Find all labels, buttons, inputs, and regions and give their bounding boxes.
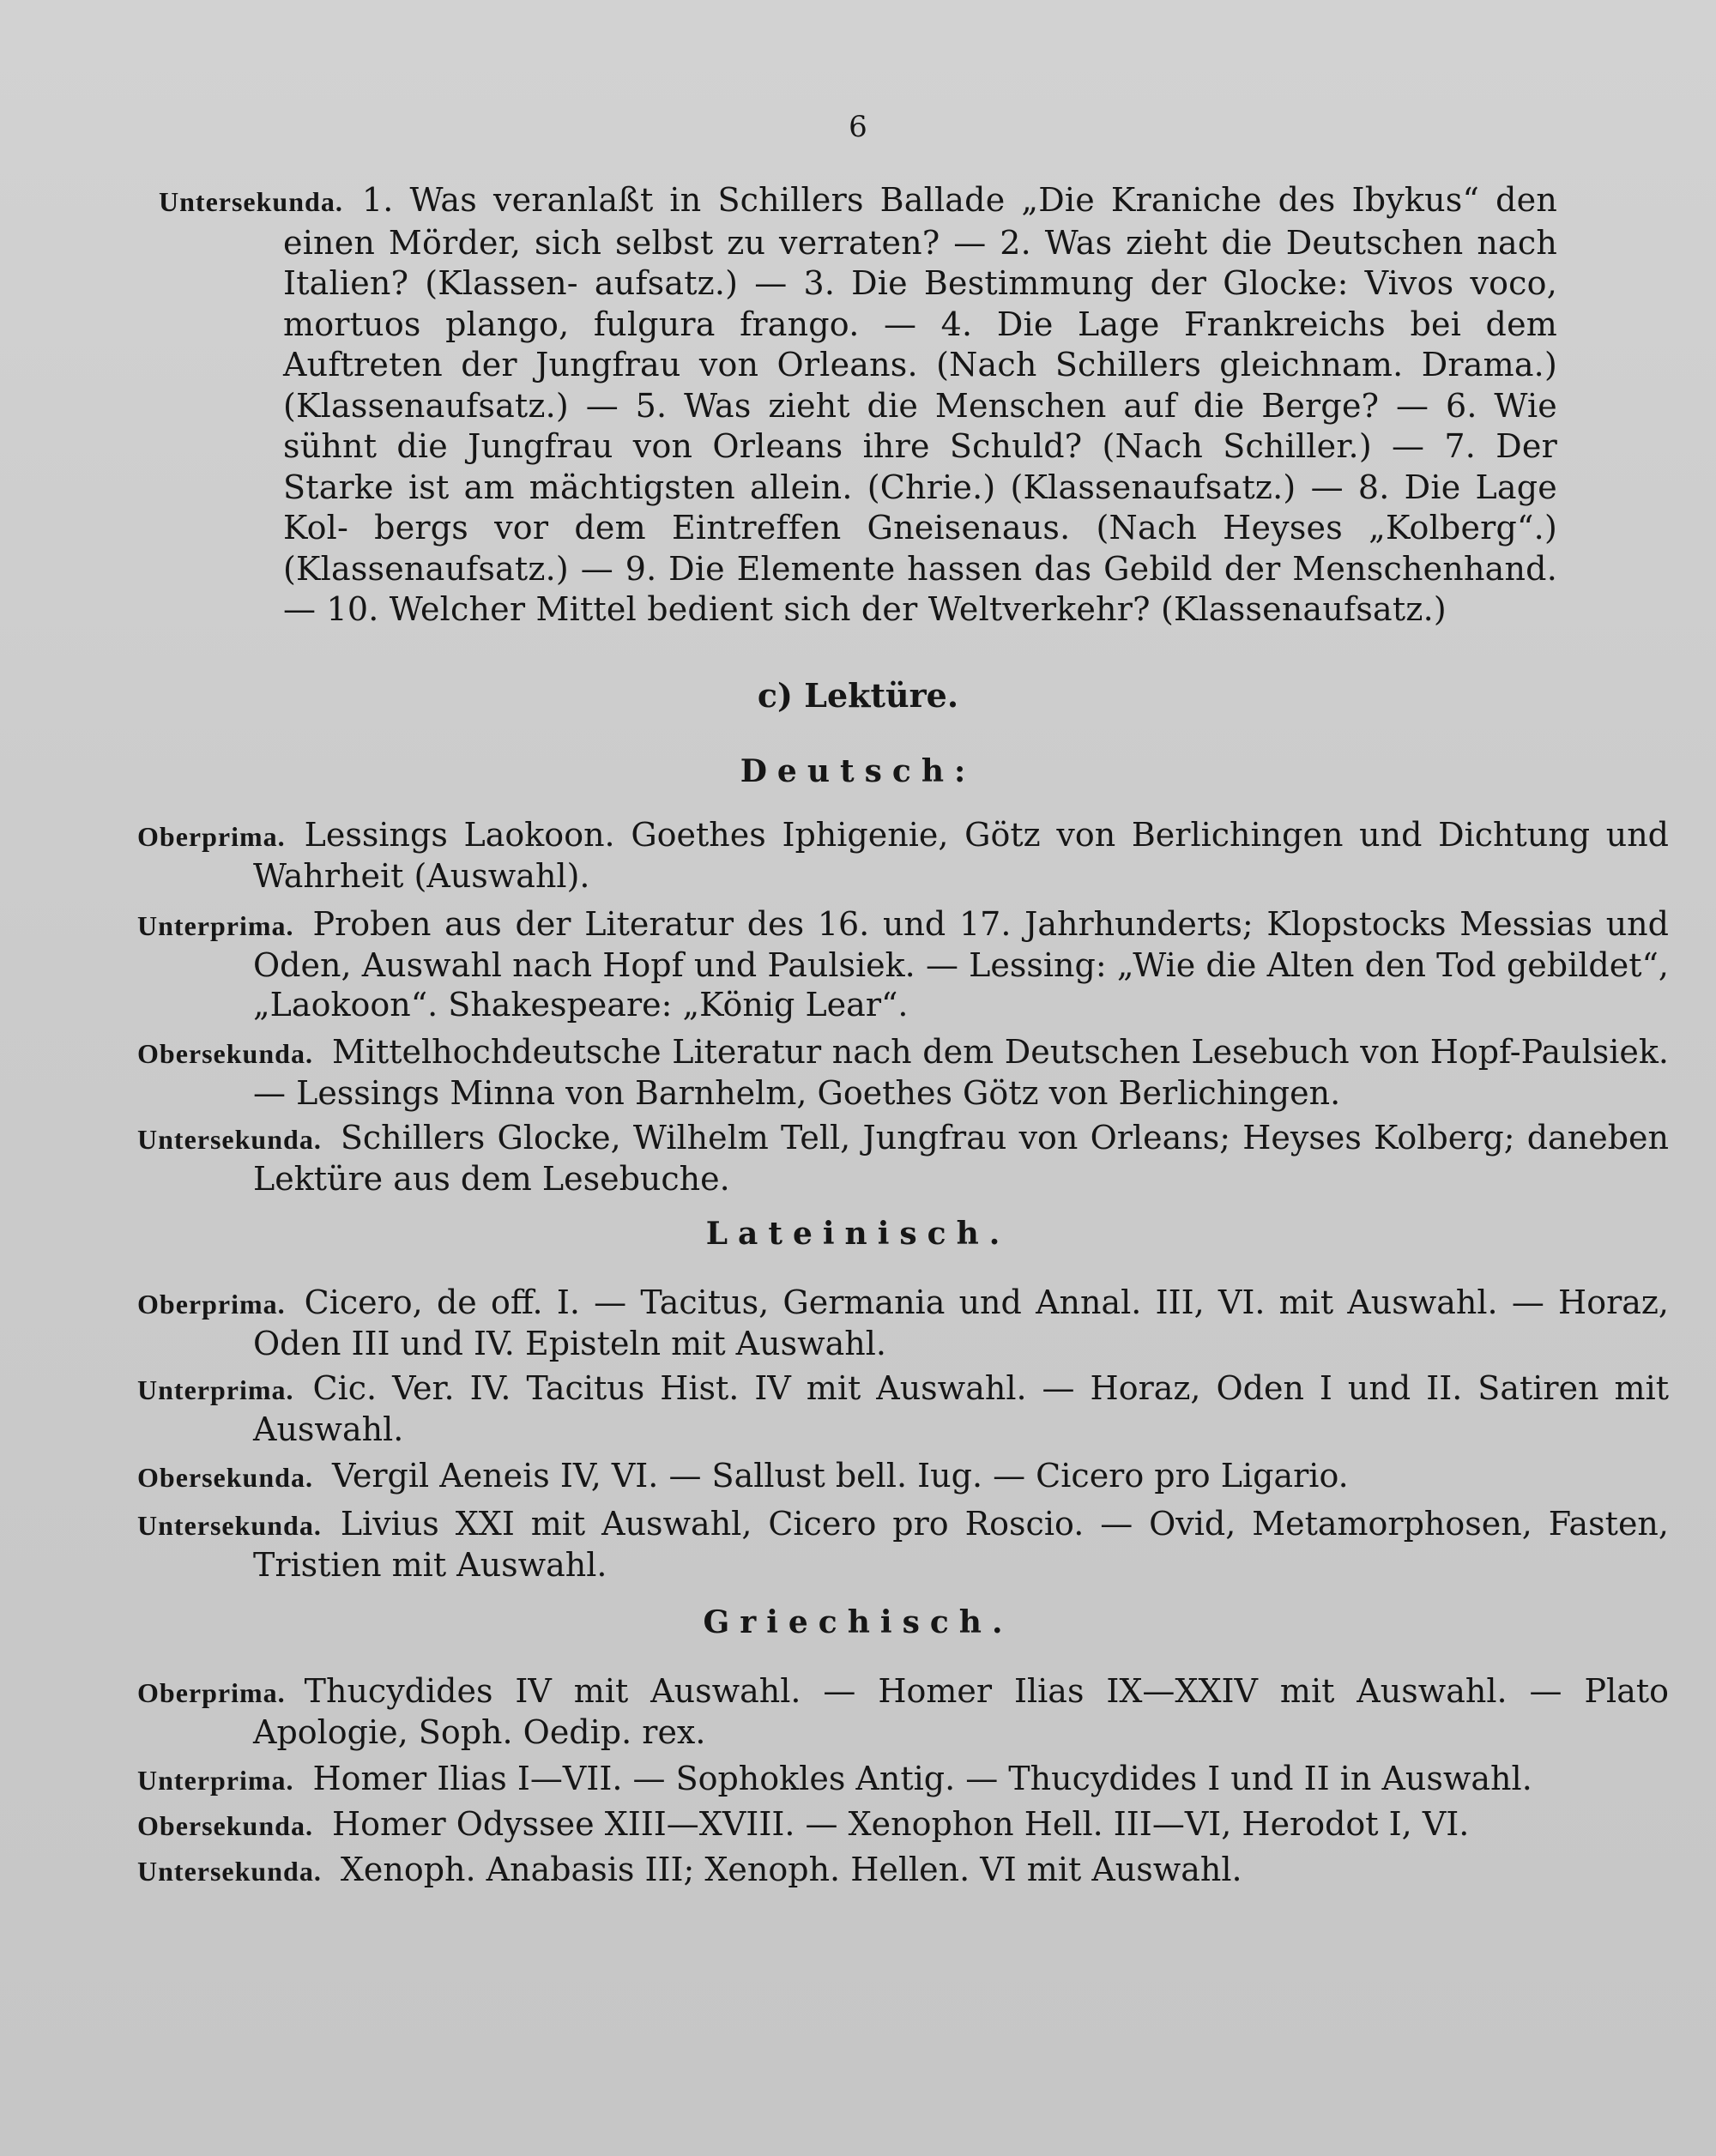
griechisch-entry-3: [137, 1804, 1669, 1845]
intro-label: Untersekunda.: [159, 186, 343, 217]
intro-text: 1. Was veranlaßt in Schillers Ballade „Die Kraniche des Ibykus“ den einen Mörder, sich selbst zu verraten? — 2. Was zieht die Deutschen nach Italien? (Klassen- aufsatz.) — 3. Die Bestimmung der Glocke: Vivos voco, mortuos plango, fulgura frango. — 4. Die Lage Frankreichs bei dem Auftreten der Jungfrau von Orleans. (Nach Schillers gleichnam. Drama.) (Klassenaufsatz.) — 5. Was zieht die Menschen auf die Berge? — 6. Wie sühnt die Jungfrau von Orleans ihre Schuld? (Nach Schiller.) — 7. Der Starke ist am mächtigsten allein. (Chrie.) (Klassenaufsatz.) — 8. Die Lage Kol- bergs vor dem Eintreffen Gneisenaus. (Nach Heyses „Kolberg“.) (Klassenaufsatz.) — 9. Die Elemente hassen das Gebild der Menschenhand. — 10. Welcher Mittel bedient sich der Weltverkehr? (Klassenaufsatz.): [283, 181, 1557, 628]
deutsch-entry-2-text: Proben aus der Literatur des 16. und 17. Jahrhunderts; Klopstocks Messias und Oden, Auswahl nach Hopf und Paulsiek. — Lessing: „Wie die Alten den Tod gebildet“, „Laokoon“. Shakespeare: „König Lear“.: [253, 905, 1669, 1024]
griechisch-entry-2-text: Homer Ilias I—VII. — Sophokles Antig. — Thucydides I und II in Auswahl.: [312, 1760, 1532, 1797]
subheading-griechisch: Griechisch.: [703, 1604, 1013, 1640]
deutsch-entry-2-label: Unterprima.: [137, 910, 294, 941]
latein-entry-2-text: Cic. Ver. IV. Tacitus Hist. IV mit Auswahl. — Horaz, Oden I und II. Satiren mit Auswahl.: [253, 1369, 1669, 1448]
section-heading: c) Lektüre.: [757, 676, 959, 715]
deutsch-entry-4: [137, 1118, 1669, 1199]
latein-entry-4: [137, 1504, 1669, 1585]
deutsch-entry-1-text: Lessings Laokoon. Goethes Iphigenie, Götz von Berlichingen und Dichtung und Wahrheit (Auswahl).: [253, 816, 1669, 895]
griechisch-entry-4-text: Xenoph. Anabasis III; Xenoph. Hellen. VI mit Auswahl.: [340, 1851, 1242, 1888]
deutsch-entry-3: [137, 1032, 1669, 1113]
latein-entry-1-label: Oberprima.: [137, 1289, 286, 1320]
latein-entry-4-text: Livius XXI mit Auswahl, Cicero pro Roscio. — Ovid, Metamorphosen, Fasten, Tristien mit Auswahl.: [253, 1505, 1669, 1584]
latein-entry-1: [137, 1283, 1669, 1363]
subheading-lateinisch: Lateinisch.: [705, 1216, 1011, 1252]
deutsch-entry-3-label: Obersekunda.: [137, 1038, 313, 1069]
latein-entry-3-text: Vergil Aeneis IV, VI. — Sallust bell. Iug. — Cicero pro Ligario.: [331, 1457, 1349, 1495]
griechisch-entry-1: [137, 1671, 1669, 1752]
griechisch-entry-3-text: Homer Odyssee XIII—XVIII. — Xenophon Hell. III—VI, Herodot I, VI.: [331, 1805, 1470, 1843]
griechisch-entry-2-label: Unterprima.: [137, 1765, 294, 1796]
deutsch-entry-2: [137, 904, 1669, 1024]
deutsch-entry-1-label: Oberprima.: [137, 821, 286, 852]
griechisch-entry-1-label: Oberprima.: [137, 1677, 286, 1708]
griechisch-entry-3-label: Obersekunda.: [137, 1810, 313, 1841]
latein-entry-3-label: Obersekunda.: [137, 1462, 313, 1493]
deutsch-entry-1: [137, 815, 1669, 896]
latein-entry-3: [137, 1456, 1669, 1497]
latein-entry-4-label: Untersekunda.: [137, 1510, 322, 1541]
griechisch-entry-1-text: Thucydides IV mit Auswahl. — Homer Ilias IX—XXIV mit Auswahl. — Plato Apologie, Soph. Oedip. rex.: [253, 1672, 1669, 1751]
deutsch-entry-3-text: Mittelhochdeutsche Literatur nach dem Deutschen Lesebuch von Hopf-Paulsiek. — Lessings Minna von Barnhelm, Goethes Götz von Berlichingen.: [253, 1033, 1669, 1112]
griechisch-entry-2: [137, 1759, 1669, 1800]
subheading-deutsch: Deutsch:: [740, 753, 976, 789]
latein-entry-2: [137, 1368, 1669, 1449]
latein-entry-2-label: Unterprima.: [137, 1374, 294, 1405]
deutsch-entry-4-text: Schillers Glocke, Wilhelm Tell, Jungfrau von Orleans; Heyses Kolberg; daneben Lektüre aus dem Lesebuche.: [253, 1119, 1669, 1198]
page-number: 6: [849, 110, 867, 144]
latein-entry-1-text: Cicero, de off. I. — Tacitus, Germania und Annal. III, VI. mit Auswahl. — Horaz, Oden III und IV. Episteln mit Auswahl.: [253, 1283, 1669, 1362]
deutsch-entry-4-label: Untersekunda.: [137, 1124, 322, 1155]
griechisch-entry-4-label: Untersekunda.: [137, 1856, 322, 1887]
intro-paragraph: [159, 180, 1557, 631]
griechisch-entry-4: [137, 1850, 1669, 1891]
